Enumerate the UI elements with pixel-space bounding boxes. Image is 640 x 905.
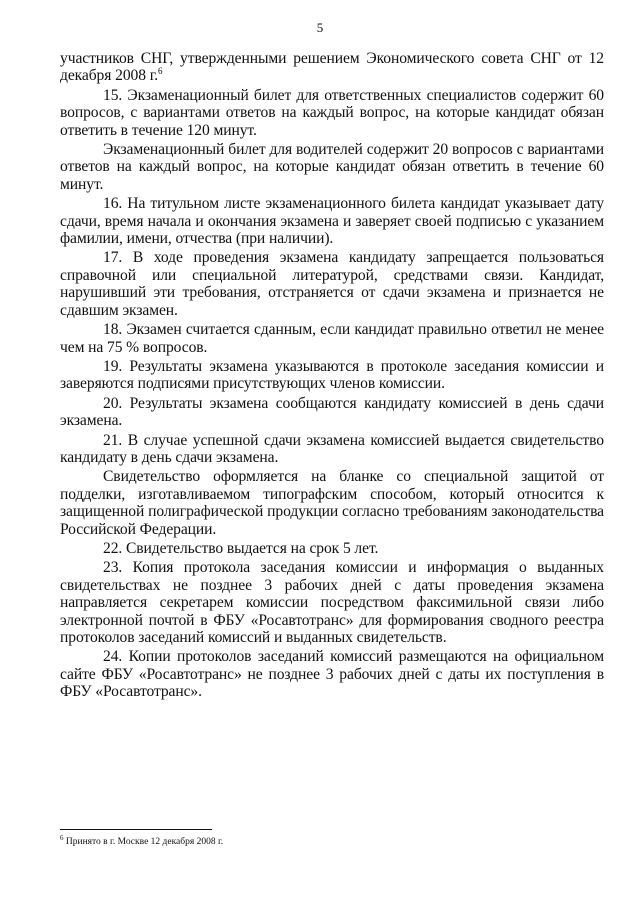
paragraph-drivers-ticket: Экзаменационный билет для водителей содержит 20 вопросов с вариантами ответов на каждый вопрос, на которые кандидат обязан ответить в течение 60 минут. xyxy=(60,141,604,193)
paragraph-item-22: 22. Свидетельство выдается на срок 5 лет. xyxy=(103,539,379,557)
paragraph-continuation xyxy=(60,50,604,85)
paragraph-item-18: 18. Экзамен считается сданным, если кандидат правильно ответил не менее чем на 75 % вопросов. xyxy=(60,321,604,356)
paragraph-item-20: 20. Результаты экзамена сообщаются кандидату комиссией в день сдачи экзамена. xyxy=(60,394,604,430)
page-number: 5 xyxy=(316,20,324,35)
paragraph-item-24: 24. Копии протоколов заседаний комиссий размещаются на официальном сайте ФБУ «Росавтотранс» не позднее 3 рабочих дней с даты их поступления в ФБУ «Росавтотранс». xyxy=(60,648,604,701)
footnote-divider xyxy=(60,829,212,830)
paragraph-certificate-form: Свидетельство оформляется на бланке со специальной защитой от подделки, изготавливаемом типографским способом, который относится к защищенной полиграфической продукции согласно требованиям законодательства Российской Федерации. xyxy=(60,468,604,538)
footnote xyxy=(60,833,600,848)
paragraph-item-17: 17. В ходе проведения экзамена кандидату запрещается пользоваться справочной или специальной литературой, средствами связи. Кандидат, нарушивший эти требования, отстраняется от сдачи экзамена и признается не сдавшим экзамен. xyxy=(60,249,604,319)
paragraph-item-16: 16. На титульном листе экзаменационного билета кандидат указывает дату сдачи, время начала и окончания экзамена и заверяет своей подписью с указанием фамилии, имени, отчества (при наличии). xyxy=(60,195,604,248)
footnote-marker: 6 xyxy=(60,833,64,842)
paragraph-item-15: 15. Экзаменационный билет для ответственных специалистов содержит 60 вопросов, с вариантами ответов на каждый вопрос, на которые кандидат обязан ответить в течение 120 минут. xyxy=(60,86,604,139)
paragraph-item-21: 21. В случае успешной сдачи экзамена комиссией выдается свидетельство кандидату в день сдачи экзамена. xyxy=(60,431,604,466)
paragraph-item-19: 19. Результаты экзамена указываются в протоколе заседания комиссии и заверяются подписями присутствующих членов комиссии. xyxy=(60,357,604,393)
document-body xyxy=(60,50,604,701)
paragraph-text: участников СНГ, утвержденными решением Экономического совета СНГ от 12 декабря 2008 г. xyxy=(60,50,604,85)
footnote-reference: 6 xyxy=(158,66,163,77)
footnote-text: Принято в г. Москве 12 декабря 2008 г. xyxy=(65,837,224,847)
paragraph-item-23: 23. Копия протокола заседания комиссии и информация о выданных свидетельствах не позднее 3 рабочих дней с даты проведения экзамена направляется секретарем комиссии посредством факсимильной связи либо электронной почтой в ФБУ «Росавтотранс» для формирования сводного реестра протоколов заседаний комиссий и выданных свидетельств. xyxy=(60,559,604,646)
